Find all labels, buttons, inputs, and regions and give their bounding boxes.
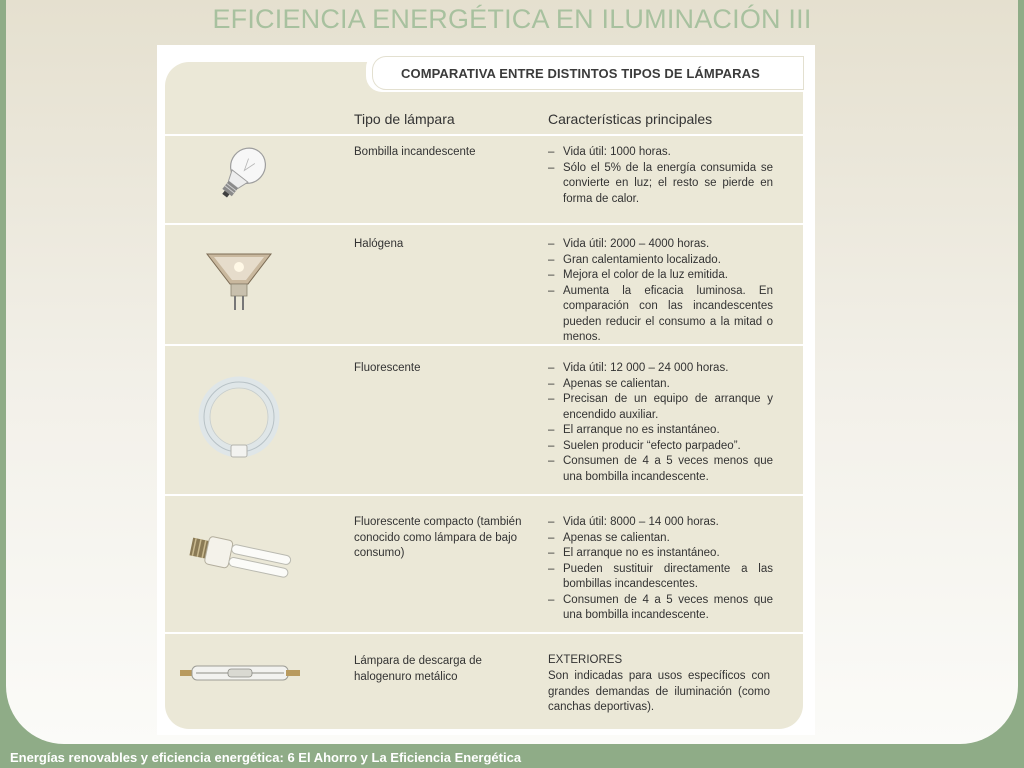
characteristic-item: – Gran calentamiento localizado. [548,253,773,269]
characteristic-item: – Mejora el color de la luz emitida. [548,268,773,284]
header-type: Tipo de lámpara [354,111,455,127]
compact-fluorescent-lamp-icon [186,530,296,586]
table-title: COMPARATIVA ENTRE DISTINTOS TIPOS DE LÁMPARAS [401,66,760,81]
characteristic-item: – Consumen de 4 a 5 veces menos que una bombilla incandescente. [548,454,773,485]
characteristic-item: – Vida útil: 1000 horas. [548,145,773,161]
characteristic-item: – El arranque no es instantáneo. [548,423,773,439]
metal-halide-lamp-icon [178,660,302,686]
halogen-lamp-icon [204,248,274,316]
row-separator [165,494,803,496]
lamp-type-halogen: Halógena [354,238,404,250]
slide-footer: Energías renovables y eficiencia energética: 6 El Ahorro y La Eficiencia Energética [10,750,522,765]
characteristic-item: – Vida útil: 2000 – 4000 horas. [548,237,773,253]
characteristics-incandescent [548,145,773,207]
row-separator [165,134,803,136]
header-characteristics: Características principales [548,111,713,127]
characteristic-item: – Apenas se calientan. [548,531,773,547]
usage-heading: EXTERIORES [548,654,623,666]
slide-title: EFICIENCIA ENERGÉTICA EN ILUMINACIÓN III [212,4,812,34]
characteristic-item: – Apenas se calientan. [548,377,773,393]
characteristic-item: – Precisan de un equipo de arranque y encendido auxiliar. [548,392,773,423]
lamp-type-fluorescent: Fluorescente [354,362,421,374]
characteristic-item: – Suelen producir “efecto parpadeo”. [548,439,773,455]
characteristic-item: – Consumen de 4 a 5 veces menos que una bombilla incandescente. [548,593,773,624]
characteristic-item: – Pueden sustituir directamente a las bombillas incandescentes. [548,562,773,593]
circular-fluorescent-tube-icon [194,373,284,463]
row-separator [165,223,803,225]
characteristic-item: – Vida útil: 12 000 – 24 000 horas. [548,361,773,377]
row-separator [165,632,803,634]
incandescent-bulb-icon [200,143,280,209]
characteristic-item: – Vida útil: 8000 – 14 000 horas. [548,515,773,531]
characteristic-item: – Aumenta la eficacia luminosa. En comparación con las incandescentes pueden reducir el consumo a la mitad o menos. [548,284,773,346]
characteristics-compact-fluorescent [548,515,773,624]
lamp-type-incandescent: Bombilla incandescente [354,146,476,158]
lamp-type-compact-fluorescent: Fluorescente compacto (también conocido como lámpara de bajo consumo) [354,516,522,559]
lamp-type-metal-halide: Lámpara de descarga de halogenuro metálico [354,655,482,683]
usage-description: Son indicadas para usos específicos con grandes demandas de iluminación (como canchas deportivas). [548,670,770,713]
characteristics-fluorescent [548,361,773,485]
characteristic-item: – Sólo el 5% de la energía consumida se convierte en luz; el resto se pierde en forma de calor. [548,161,773,208]
characteristic-item: – El arranque no es instantáneo. [548,546,773,562]
characteristics-halogen [548,237,773,346]
